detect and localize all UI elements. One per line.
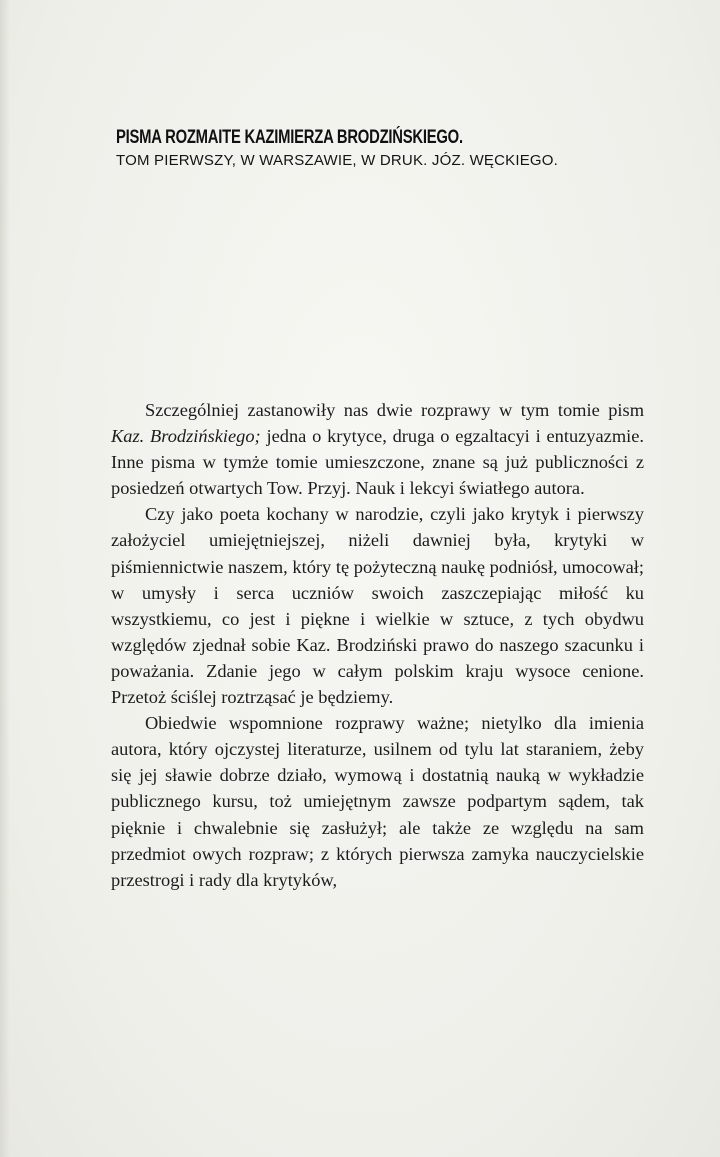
article-body bbox=[111, 397, 644, 893]
paragraph-1-part-a: Szczególniej zastanowiły nas dwie rozprawy w tym tomie pism bbox=[145, 400, 644, 420]
paragraph-2: Czy jako poeta kochany w narodzie, czyli jako krytyk i pierwszy założyciel umiejętniejszej, niżeli dawniej była, krytyki w piśmiennictwie naszem, który tę pożyteczną naukę podniósł, umocował; w umysły i serca uczniów swoich zaszczepiając miłość ku wszystkiemu, co jest i piękne i wielkie w sztuce, z tych obydwu względów zjednał sobie Kaz. Brodziński prawo do naszego szacunku i poważania. Zdanie jego w całym polskim kraju wysoce cenione. Przetoż ściślej roztrząsać je będziemy. bbox=[111, 504, 644, 708]
paragraph-1 bbox=[111, 397, 644, 501]
paragraph-3: Obiedwie wspomnione rozprawy ważne; nietylko dla imienia autora, który ojczystej literaturze, usilnem od tylu lat staraniem, żeby się jej sławie dobrze działo, wymową i dostatnią nauką w wykładzie publicznego kursu, toż umiejętnym zawsze podpartym sądem, tak pięknie i chwalebnie się zasłużył; ale także ze względu na sam przedmiot owych rozpraw; z których pierwsza zamyka nauczycielskie przestrogi i rady dla krytyków, bbox=[111, 713, 644, 890]
article-title: PISMA ROZMAITE KAZIMIERZA BRODZIŃSKIEGO. bbox=[116, 127, 463, 148]
paragraph-1-part-b: jedna o krytyce, druga o egzaltacyi i entuzyazmie. Inne pisma w tymże tomie umieszczone, znane są już publiczności z posiedzeń otwartych Tow. Przyj. Nauk i lekcyi światłego autora. bbox=[111, 426, 645, 499]
page-edge-shadow bbox=[0, 0, 10, 1157]
article-header bbox=[116, 126, 676, 172]
paragraph-1-italic-name: Kaz. Brodzińskiego; bbox=[111, 426, 261, 447]
article-subtitle: TOM PIERWSZY, W WARSZAWIE, W DRUK. JÓZ. WĘCKIEGO. bbox=[116, 152, 559, 169]
